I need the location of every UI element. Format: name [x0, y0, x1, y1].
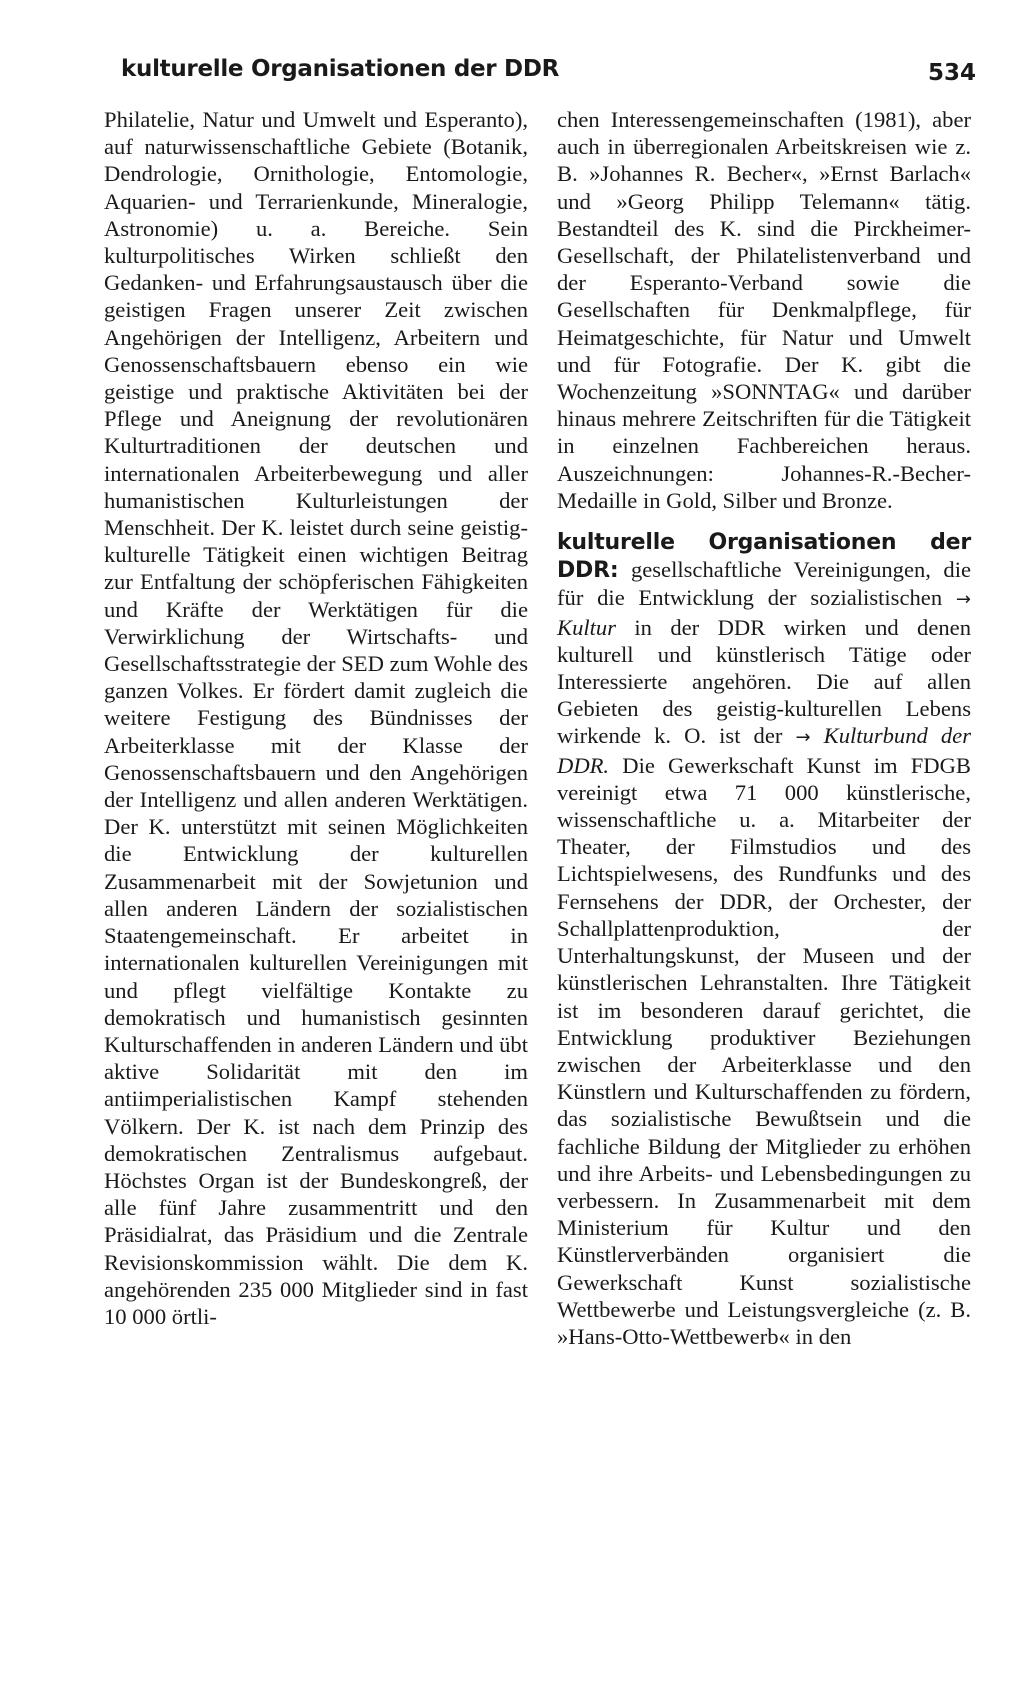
cross-reference-kultur: Kultur: [557, 614, 617, 640]
entry-headword: kulturelle Organisationen der DDR:: [557, 530, 971, 584]
cross-reference-arrow-icon: →: [795, 727, 811, 749]
cross-reference-arrow-icon: →: [955, 589, 971, 611]
cross-reference-kulturbund: Kulturbund der DDR.: [557, 723, 971, 778]
left-column: [104, 106, 528, 1330]
right-column: [557, 106, 971, 1350]
left-column-text: Philatelie, Natur und Umwelt und Esperanto), auf naturwissenschaftliche Gebiete (Botanik, Dendrologie, Ornithologie, Entomologie, Aquarien- und Terrarienkunde, Mineralogie, Astronomie) u. a. Bereiche. Sein kulturpolitisches Wirken schließt den Gedanken- und Erfahrungsaustausch über die geistigen Fragen unserer Zeit zwischen Angehörigen der Intelligenz, Arbeitern und Genossenschaftsbauern ebenso ein wie geistige und praktische Aktivitäten bei der Pflege und Aneignung der revolutionären Kulturtraditionen der deutschen und internationalen Arbeiterbewegung und aller humanistischen Kulturleistungen der Menschheit. Der K. leistet durch seine geistig-kulturelle Tätigkeit einen wichtigen Beitrag zur Entfaltung der schöpferischen Fähigkeiten und Kräfte der Werktätigen für die Verwirklichung der Wirtschafts- und Gesellschaftsstrategie der SED zum Wohle des ganzen Volkes. Er fördert damit zugleich die weitere Festigung des Bündnisses der Arbeiterklasse mit der Klasse der Genossenschaftsbauern und den Angehörigen der Intelligenz und allen anderen Werktätigen. Der K. unterstützt mit seinen Möglichkeiten die Entwicklung der kulturellen Zusammenarbeit mit der Sowjetunion und allen anderen Ländern der sozialistischen Staatengemeinschaft. Er arbeitet in internationalen kulturellen Vereinigungen mit und pflegt vielfältige Kontakte zu demokratisch und humanistisch gesinnten Kulturschaffenden in anderen Ländern und übt aktive Solidarität mit den im antiimperialistischen Kampf stehenden Völkern. Der K. ist nach dem Prinzip des demokratischen Zentralismus aufgebaut. Höchstes Organ ist der Bundeskongreß, der alle fünf Jahre zusammentritt und den Präsidialrat, das Präsidium und die Zentrale Revisionskommission wählt. Die dem K. angehörenden 235 000 Mitglieder sind in fast 10 000 örtli-: [104, 107, 528, 1329]
running-title: kulturelle Organisationen der DDR: [121, 56, 560, 82]
entry-text-b: in der DDR wirken und denen kulturell und künstlerisch Tätige oder Interessierte angehören. Die auf allen Gebieten des geistig-kulturellen Lebens wirkende k. O. ist der: [557, 614, 971, 749]
dictionary-entry: [557, 528, 971, 1350]
entry-text-a: gesellschaftliche Vereinigungen, die für die Entwicklung der sozialistischen: [557, 557, 972, 611]
page-number: 534: [927, 60, 976, 86]
right-column-paragraph: chen Interessengemeinschaften (1981), aber auch in überregionalen Arbeitskreisen wie z. B. »Johannes R. Becher«, »Ernst Barlach« und »Georg Philipp Telemann« tätig. Bestandteil des K. sind die Pirckheimer-Gesellschaft, der Philatelistenverband und der Esperanto-Verband sowie die Gesellschaften für Denkmalpflege, für Heimatgeschichte, für Natur und Umwelt und für Fotografie. Der K. gibt die Wochenzeitung »SONNTAG« und darüber hinaus mehrere Zeitschriften für die Tätigkeit in einzelnen Fachbereichen heraus. Auszeichnungen: Johannes-R.-Becher-Medaille in Gold, Silber und Bronze.: [557, 107, 971, 513]
entry-text-c: Die Gewerkschaft Kunst im FDGB vereinigt etwa 71 000 künstlerische, wissenschaftliche u. a. Mitarbeiter der Theater, der Filmstudios und des Lichtspielwesens, des Rundfunks und des Fernsehens der DDR, der Orchester, der Schallplattenproduktion, der Unterhaltungskunst, der Museen und der künstlerischen Lehranstalten. Ihre Tätigkeit ist im besonderen darauf gerichtet, die Entwicklung produktiver Beziehungen zwischen der Arbeiterklasse und den Künstlern und Kulturschaffenden zu fördern, das sozialistische Bewußtsein und die fachliche Bildung der Mitglieder zu erhöhen und ihre Arbeits- und Lebensbedingungen zu verbessern. In Zusammenarbeit mit dem Ministerium für Kultur und den Künstlerverbänden organisiert die Gewerkschaft Kunst sozialistische Wettbewerbe und Leistungsvergleiche (z. B. »Hans-Otto-Wettbewerb« in den: [557, 752, 971, 1349]
